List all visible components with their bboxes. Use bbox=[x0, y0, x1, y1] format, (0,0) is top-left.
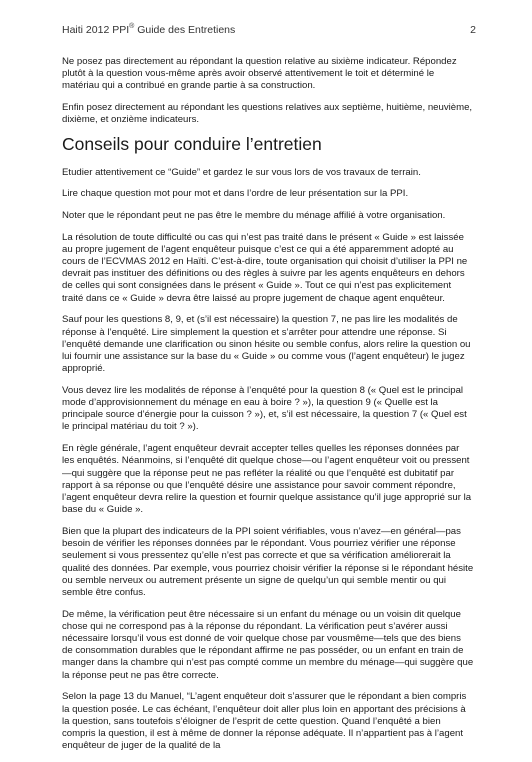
section-paragraph: Etudier attentivement ce “Guide” et gardez le sur vous lors de vos travaux de terrain. bbox=[62, 166, 421, 178]
intro-paragraph-2: Enfin posez directement au répondant les questions relatives aux septième, huitième, neuvième, dixième, et onzième indicateurs. bbox=[62, 102, 473, 126]
section-paragraph: Lire chaque question mot pour mot et dans l’ordre de leur présentation sur la PPI. bbox=[62, 188, 409, 200]
intro-paragraph-1: Ne posez pas directement au répondant la question relative au sixième indicateur. Répondez plutôt à la question vous-même après avoir observé attentivement le toit et déterminé le matériau qui a contribué en grande partie à sa construction. bbox=[62, 56, 457, 92]
section-paragraph: Vous devez lire les modalités de réponse à l’enquêté pour la question 8 (« Quel est le principal mode d’approvisionnement du ménage en eau à boire ? »), la question 9 (« Quelle est la principale source d’énergie pour la cuisson ? »), et, s’il est nécessaire, la question 7 (« Quel est le principal matériau du toit ? »). bbox=[62, 384, 467, 433]
header-title-suffix: Guide des Entretiens bbox=[134, 24, 236, 36]
document-body bbox=[62, 56, 474, 762]
header-title bbox=[62, 24, 235, 36]
section-paragraph: Sauf pour les questions 8, 9, et (s’il est nécessaire) la question 7, ne pas lire les modalités de réponse à l’enquêté. Lire simplement la question et s’arrêter pour attendre une réponse. Si l’enquêté demande une clarification ou sinon hésite ou semble confus, alors relire la question ou lui fournir une assistance sur la base du « Guide » ou comme vous (l’agent enquêteur) le jugez approprié. bbox=[62, 314, 471, 375]
header-title-prefix: Haiti 2012 PPI bbox=[62, 24, 130, 36]
section-paragraph: De même, la vérification peut être nécessaire si un enfant du ménage ou un voisin dit quelque chose qui ne correspond pas à la réponse du répondant. La vérification peut s’avérer aussi nécessaire lorsqu’il vous est donné de voir quelque chose par vousmême—tels que des biens de consommation durables que le répondant affirme ne pas posséder, ou un enfant en train de manger dans la chambre qui n’est pas compté comme un membre du ménage—qui suggère que la réponse peut ne pas être correcte. bbox=[62, 608, 474, 681]
section-paragraph: Selon la page 13 du Manuel, “L’agent enquêteur doit s’assurer que le répondant a bien compris la question posée. Le cas échéant, l’enquêteur doit aller plus loin en apportant des précisions à la question, sans toutefois s’éloigner de l’esprit de cette question. Quand l’enquêté a bien compris la question, il est à même de donner la réponse adéquate. Il n’appartient pas à l’agent enquêteur de juger de la qualité de la bbox=[62, 691, 467, 752]
section-paragraph: Bien que la plupart des indicateurs de la PPI soient vérifiables, vous n’avez—en général—pas besoin de vérifier les réponses données par le répondant. Vous pourriez vérifier une réponse seulement si vous pressentez qu’elle n’est pas correcte et que sa vérification améliorerait la qualité des données. Par exemple, vous pourriez choisir vérifier la réponse si le répondant hésite ou semble nerveux ou autrement présente un signe de quelqu’un qui semble mentir ou qui semble être confus. bbox=[62, 525, 474, 598]
section-heading: Conseils pour conduire l’entretien bbox=[62, 133, 322, 154]
header-registered-mark: ® bbox=[129, 22, 135, 30]
section-paragraph: La résolution de toute difficulté ou cas qui n’est pas traité dans le présent « Guide » est laissée au propre jugement de l’agent enquêteur puisque c’est ce qui a été apparemment adopté au cours de l’ECVMAS 2012 en Haïti. C’est-à-dire, toute organisation qui choisit d’utiliser la PPI ne devrait pas instituer des définitions ou des règles à suivre par les agents enquêteurs en dehors de celles qui sont consignées dans le présent « Guide ». Tout ce qui n’est pas explicitement traité dans ce « Guide » devra être laissé au propre jugement de chaque agent enquêteur. bbox=[62, 231, 468, 304]
section-paragraph: Noter que le répondant peut ne pas être le membre du ménage affilié à votre organisation. bbox=[62, 209, 446, 221]
page-number: 2 bbox=[470, 24, 476, 36]
section-paragraph: En règle générale, l’agent enquêteur devrait accepter telles quelles les réponses données par les enquêtés. Néanmoins, si l’enquêté dit quelque chose—ou l’agent enquêteur voit ou pressent—qui suggère que la réponse peut ne pas refléter la réalité ou que l’enquêté est dubitatif par rapport à sa réponse ou que l’enquêté désire une assistance pour savoir comment répondre, l’agent enquêteur devra relire la question et fournir quelque assistance qu’il juge approprié sur la base du « Guide ». bbox=[62, 443, 472, 516]
page-header bbox=[62, 24, 476, 38]
